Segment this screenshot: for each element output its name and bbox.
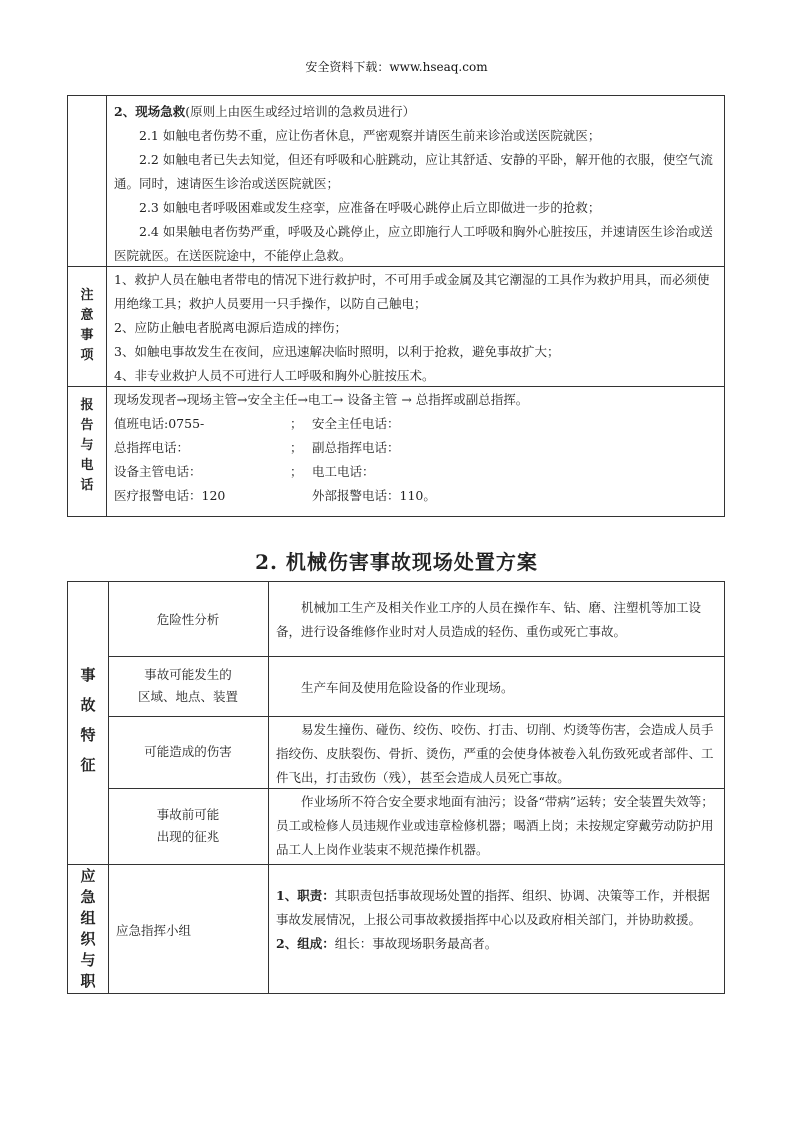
label-line: 区域、地点、装置 [137,689,238,704]
rescue-item: 2.1 如触电者伤势不重，应让伤者休息，严密观察并请医生前来诊治或送医院就医； [139,128,601,143]
mechanical-injury-table [67,581,725,994]
page-header: 安全资料下载：www.hseaq.com [305,60,488,74]
label-char: 意 [80,308,94,323]
rescue-item: 2.2 如触电者已失去知觉，但还有呼吸和心脏跳动，应让其舒适、安静的平卧，解开他的衣服，使空气流通。同时，速请医生诊治或送医院就医； [114,152,713,191]
possible-injury-label: 可能造成的伤害 [144,744,232,759]
phone-left: 设备主管电话： [114,464,202,479]
phone-row [114,484,716,508]
warning-signs-label [108,804,268,848]
warning-signs-text [276,790,718,862]
phone-sep: ； [290,440,303,455]
phone-sep: ； [290,416,303,431]
section-title: 2. 机械伤害事故现场处置方案 [255,550,538,574]
notes-label [68,286,106,366]
electric-shock-table [67,95,725,517]
label-char: 职 [80,972,96,990]
composition-title: 2、组成： [276,936,335,951]
phone-row [114,460,716,484]
command-group-text [276,884,718,956]
risk-analysis-text [276,596,718,644]
cell-paragraph: 机械加工生产及相关作业工序的人员在操作车、钻、磨、注塑机等加工设备，进行设备维修作业时对人员造成的轻伤、重伤或死亡事故。 [276,600,702,639]
note-item: 3、如触电事故发生在夜间，应迅速解决临时照明，以利于抢救，避免事故扩大； [114,344,560,359]
risk-analysis-label: 危险性分析 [156,612,220,627]
label-char: 织 [80,930,96,948]
label-char: 项 [80,348,94,363]
duty-text: 其职责包括事故现场处置的指挥、组织、协调、决策等工作，并根据事故发展情况，上报公司事故救援指挥中心以及政府相关部门，并协助救援。 [276,888,710,927]
cell-paragraph: 作业场所不符合安全要求地面有油污；设备“带病”运转；安全装置失效等；员工或检修人员违规作业或违章检修机器；喝酒上岗；未按规定穿戴劳动防护用品工人上岗作业装束不规范操作机器。 [276,794,714,857]
label-char: 征 [80,756,96,774]
label-char: 事 [80,666,96,684]
cell-paragraph: 生产车间及使用危险设备的作业现场。 [301,680,514,695]
emergency-org-label [68,866,108,992]
phone-row [114,436,716,460]
composition-text: 组长：事故现场职务最高者。 [334,936,498,951]
note-item: 4、非专业救护人员不可进行人工呼吸和胸外心脏按压术。 [114,368,435,383]
label-char: 事 [80,328,94,343]
rescue-item: 2.4 如果触电者伤势严重，呼吸及心跳停止，应立即施行人工呼吸和胸外心脏按压，并速请医生诊治或送医院就医。在送医院途中，不能停止急救。 [114,224,713,263]
label-char: 注 [80,288,94,303]
phone-right: 副总指挥电话： [312,440,400,455]
rescue-item: 2.3 如触电者呼吸困难或发生痉挛，应准备在呼吸心跳停止后立即做进一步的抢救； [139,200,601,215]
notes-section [114,268,716,388]
label-line: 事故可能发生的 [144,667,232,682]
report-flow: 现场发现者→现场主管→安全主任→电工→ 设备主管 → 总指挥或副总指挥。 [114,392,529,407]
label-line: 出现的征兆 [156,829,220,844]
phone-row [114,412,716,436]
phone-right: 电工电话： [312,464,375,479]
phone-left: 医疗报警电话：120 [114,488,226,503]
phone-right: 外部报警电话：110。 [312,488,436,503]
duty-title: 1、职责： [276,888,335,903]
label-char: 组 [80,909,96,927]
report-section [114,388,716,508]
note-item: 2、应防止触电者脱离电源后造成的摔伤； [114,320,347,335]
rescue-title-note: (原则上由医生或经过培训的急救员进行） [185,104,416,119]
command-group-label: 应急指挥小组 [116,923,192,938]
label-char: 应 [80,867,96,885]
phone-left: 总指挥电话： [114,440,190,455]
rescue-title: 2、现场急救 [114,104,186,119]
label-char: 报 [80,398,94,413]
label-char: 话 [80,478,94,493]
duty-paragraph [276,884,718,932]
accident-features-label [68,660,108,780]
label-char: 电 [80,458,94,473]
location-label [108,664,268,708]
rescue-section [114,100,716,268]
label-char: 与 [80,951,96,969]
label-line: 事故前可能 [156,807,220,822]
note-item: 1、救护人员在触电者带电的情况下进行救护时，不可用手或金属及其它潮湿的工具作为救护用具，而必须使用绝缘工具；救护人员要用一只手操作，以防自己触电； [114,272,710,311]
phone-right: 安全主任电话： [312,416,400,431]
phone-left: 值班电话:0755- [114,416,205,431]
label-char: 急 [80,888,96,906]
cell-paragraph: 易发生撞伤、碰伤、绞伤、咬伤、打击、切削、灼烫等伤害，会造成人员手指绞伤、皮肤裂伤、骨折、烫伤，严重的会使身体被卷入轧伤致死或者部件、工件飞出，打击致伤（残），甚至会造成人员死亡事故。 [276,722,714,785]
label-char: 特 [80,726,96,744]
label-char: 告 [80,418,94,433]
label-char: 故 [80,696,96,714]
phone-sep: ； [290,464,303,479]
location-text [276,676,718,700]
label-char: 与 [80,438,94,453]
report-label [68,396,106,496]
possible-injury-text [276,718,718,790]
composition-paragraph [276,932,718,956]
